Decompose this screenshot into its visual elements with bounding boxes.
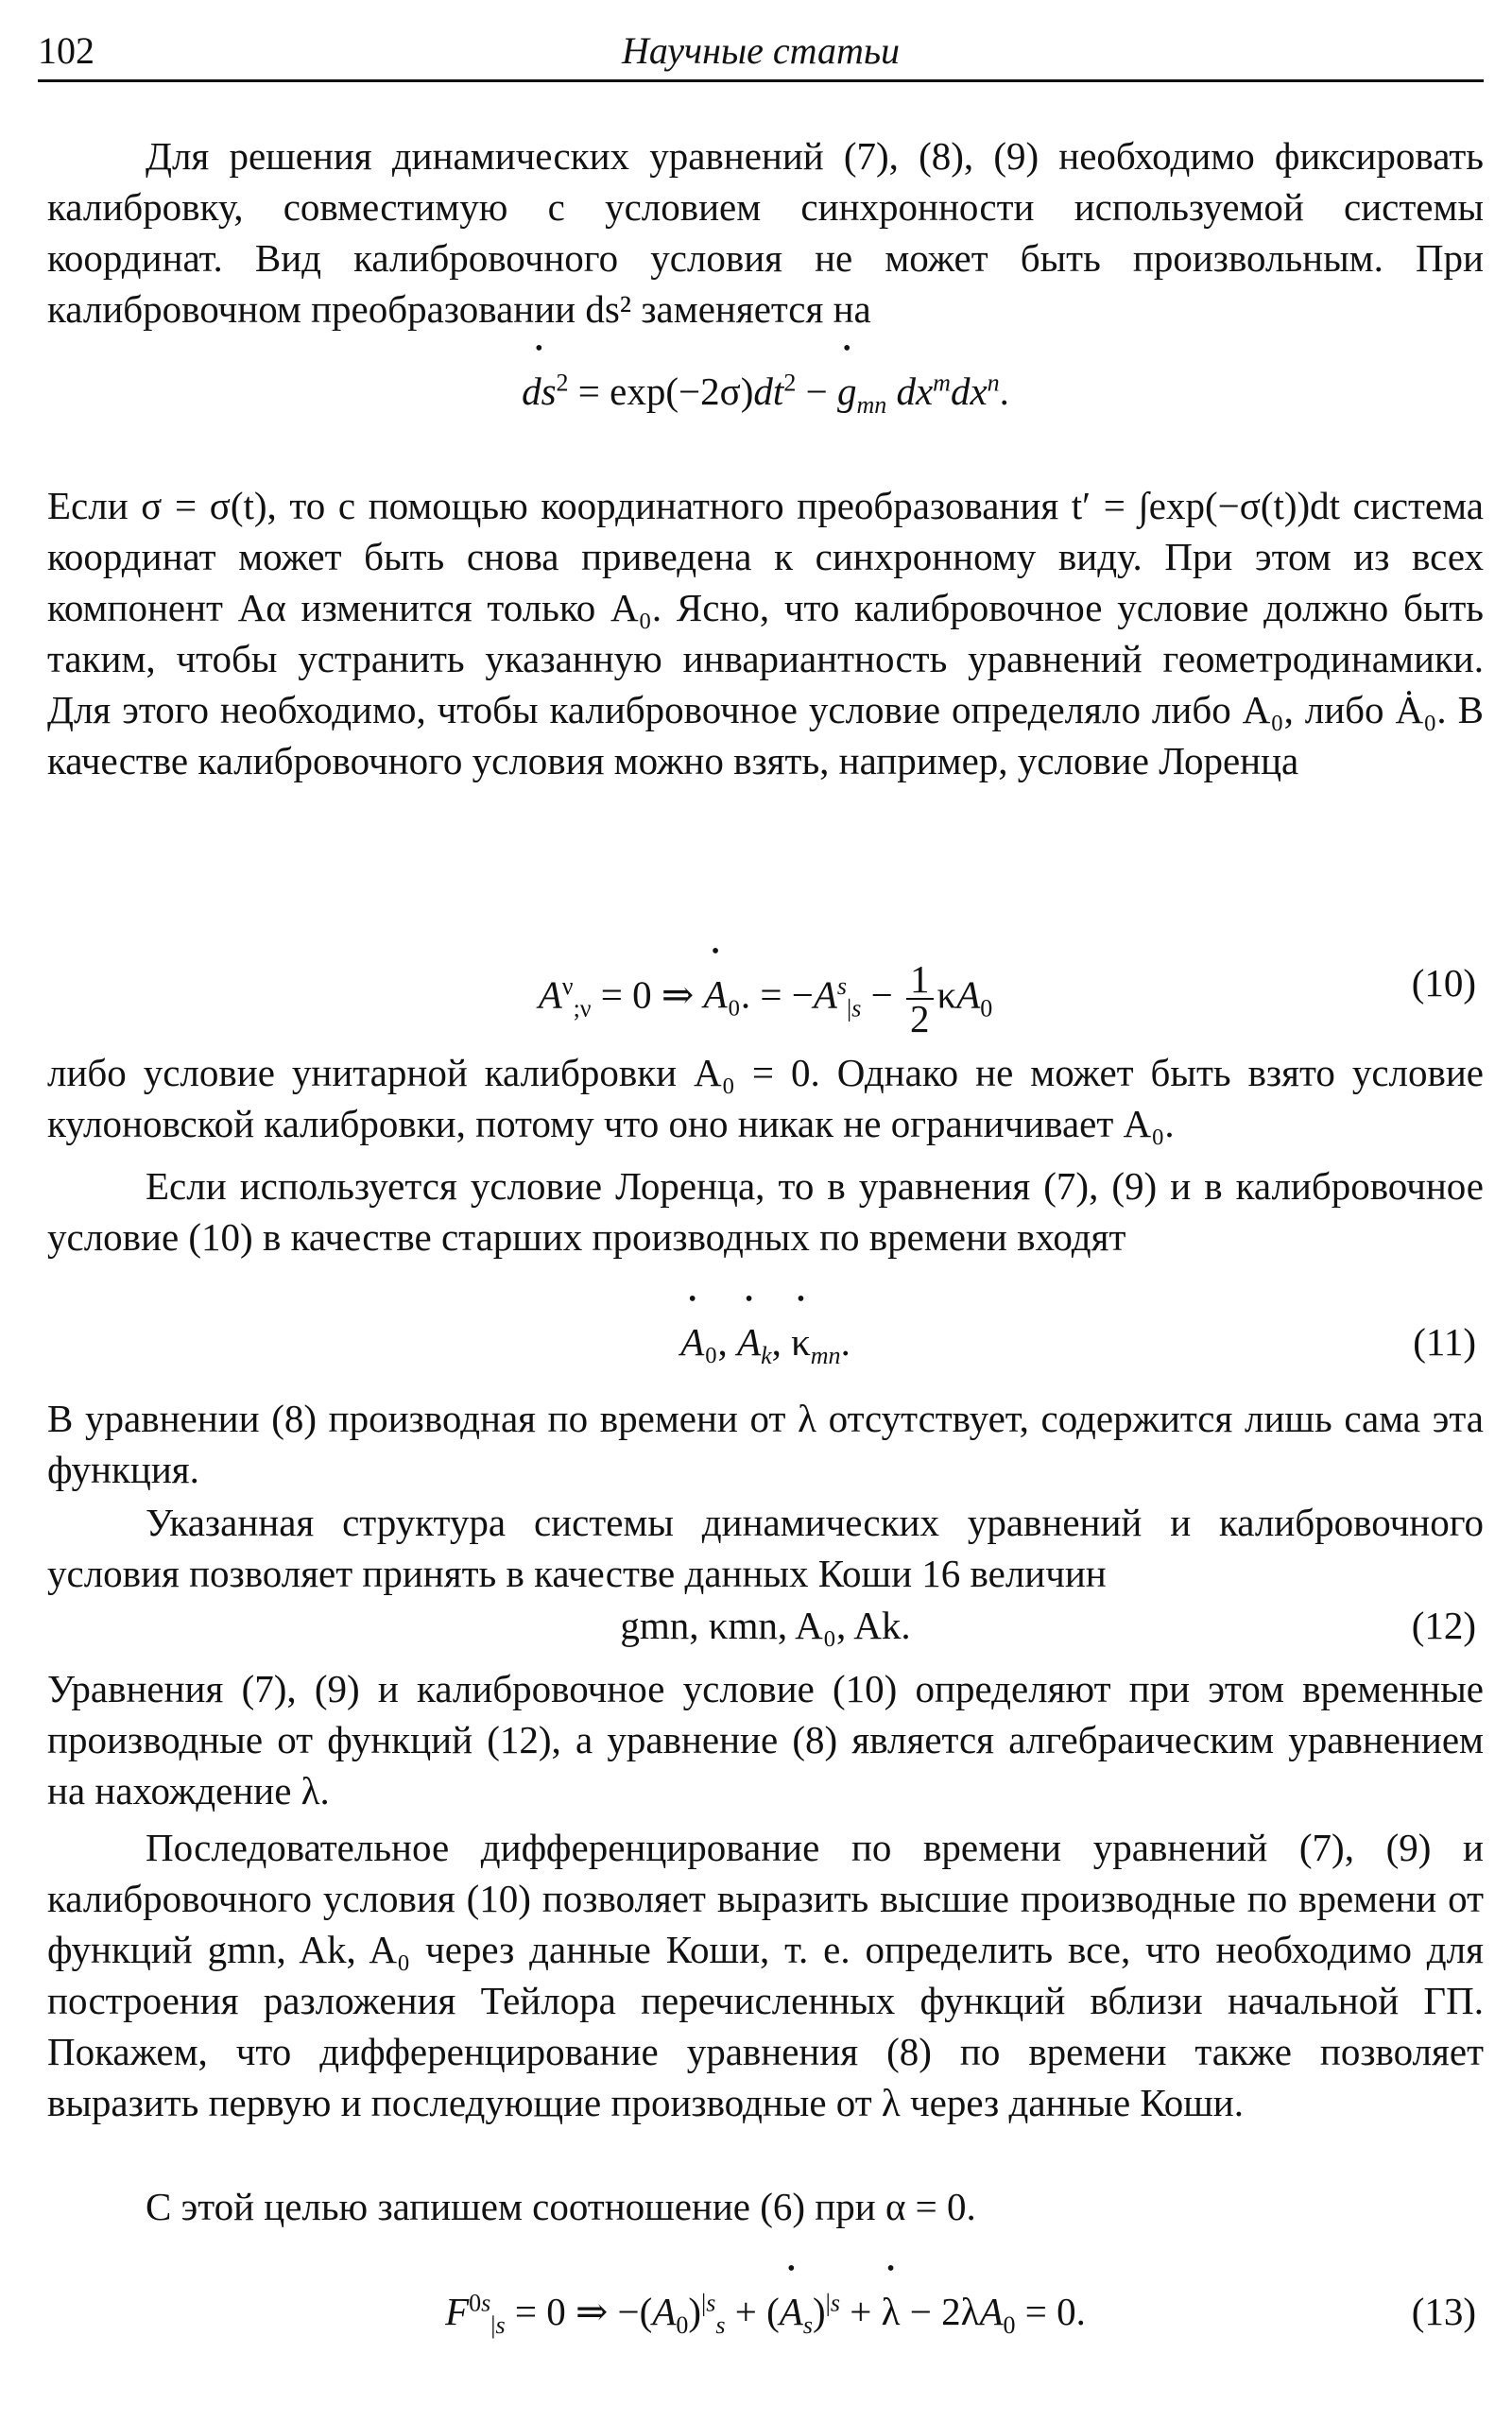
equation-11 xyxy=(47,1314,1484,1389)
equation-10-number: (10) xyxy=(1411,961,1476,1005)
equation-13 xyxy=(47,2283,1484,2359)
running-title: Научные статьи xyxy=(621,29,901,72)
paragraph-5: В уравнении (8) производная по времени от λ отсутствует, содержится лишь сама эта функция. xyxy=(47,1397,1484,1491)
equation-13-body: $F^{0s}_{|s} = 0$ ⇒ $-(A_0)^{|s}_s$ + (• $A_s)^{|s}$ + • $\lambda - 2\lambda A_0 = 0$. xyxy=(47,2289,1484,2334)
page-number: 102 xyxy=(38,29,94,72)
paragraph-4: Если используется условие Лоренца, то в уравнения (7), (9) и в калибровочное условие (10) в качестве старших производных по времени входят xyxy=(47,1164,1484,1259)
page-header xyxy=(38,21,1484,79)
paragraph-3: либо условие унитарной калибровки A₀ = 0. Однако не может быть взято условие кулоновской калибровки, потому что оно никак не ограничивает A₀. xyxy=(47,1051,1484,1145)
equation-12-number: (12) xyxy=(1411,1604,1476,1647)
equation-11-number: (11) xyxy=(1413,1320,1476,1364)
equation-12-body: gmn, κmn, A₀, Ak. xyxy=(620,1604,911,1647)
equation-13-number: (13) xyxy=(1411,2290,1476,2333)
equation-ds xyxy=(47,363,1484,438)
equation-11-body: • A₀, • $A_k$, • $\kappa_{mn}$. xyxy=(47,1319,1484,1365)
paragraph-8: Последовательное дифференцирование по времени уравнений (7), (9) и калибровочного условия (10) позволяет выразить высшие производные по времени от функций gmn, Ak, A₀ через данные Коши, т. е. определить все, что необходимо для построения разложения Тейлора перечисленных функций вблизи начальной ГП. Покажем, что дифференцирование уравнения (8) по времени также позволяет выразить первую и последующие производные от λ через данные Коши. xyxy=(47,1826,1484,2124)
paragraph-7: Уравнения (7), (9) и калибровочное условие (10) определяют при этом временные производные от функций (12), а уравнение (8) является алгебраическим уравнением на нахождение λ. xyxy=(47,1667,1484,1812)
equation-ds-body: • $ds^2 = \exp(-2\sigma)dt^2$ − • $g_{mn}$ $dx^mdx^n$. xyxy=(47,369,1484,414)
equation-10-body: $A^\nu_{;\nu} = 0$ ⇒ • A₀. = $-A^s_{|s}$ − $\frac{1}{2}$ $\kappa A_0$ xyxy=(47,960,1484,1038)
equation-12 xyxy=(47,1597,1484,1673)
equation-10 xyxy=(47,954,1484,1040)
paragraph-2: Если σ = σ(t), то с помощью координатного преобразования t′ = ∫exp(−σ(t))dt система координат может быть снова приведена к синхронному виду. При этом из всех компонент Aα изменится только A₀. Ясно, что калибровочное условие должно быть таким, чтобы устранить указанную инвариантность уравнений геометродинамики. Для этого необходимо, чтобы калибровочное условие определяло либо A₀, либо Ȧ₀. В качестве калибровочного условия можно взять, например, условие Лоренца xyxy=(47,484,1484,782)
header-rule xyxy=(38,79,1484,82)
paragraph-9: С этой целью запишем соотношение (6) при α = 0. xyxy=(146,2185,976,2228)
paragraph-1: Для решения динамических уравнений (7), (8), (9) необходимо фиксировать калибровку, совместимую с условием синхронности используемой системы координат. Вид калибровочного условия не может быть произвольным. При калибровочном преобразовании ds² заменяется на xyxy=(47,134,1484,331)
paragraph-6: Указанная структура системы динамических уравнений и калибровочного условия позволяет принять в качестве данных Коши 16 величин xyxy=(47,1501,1484,1595)
